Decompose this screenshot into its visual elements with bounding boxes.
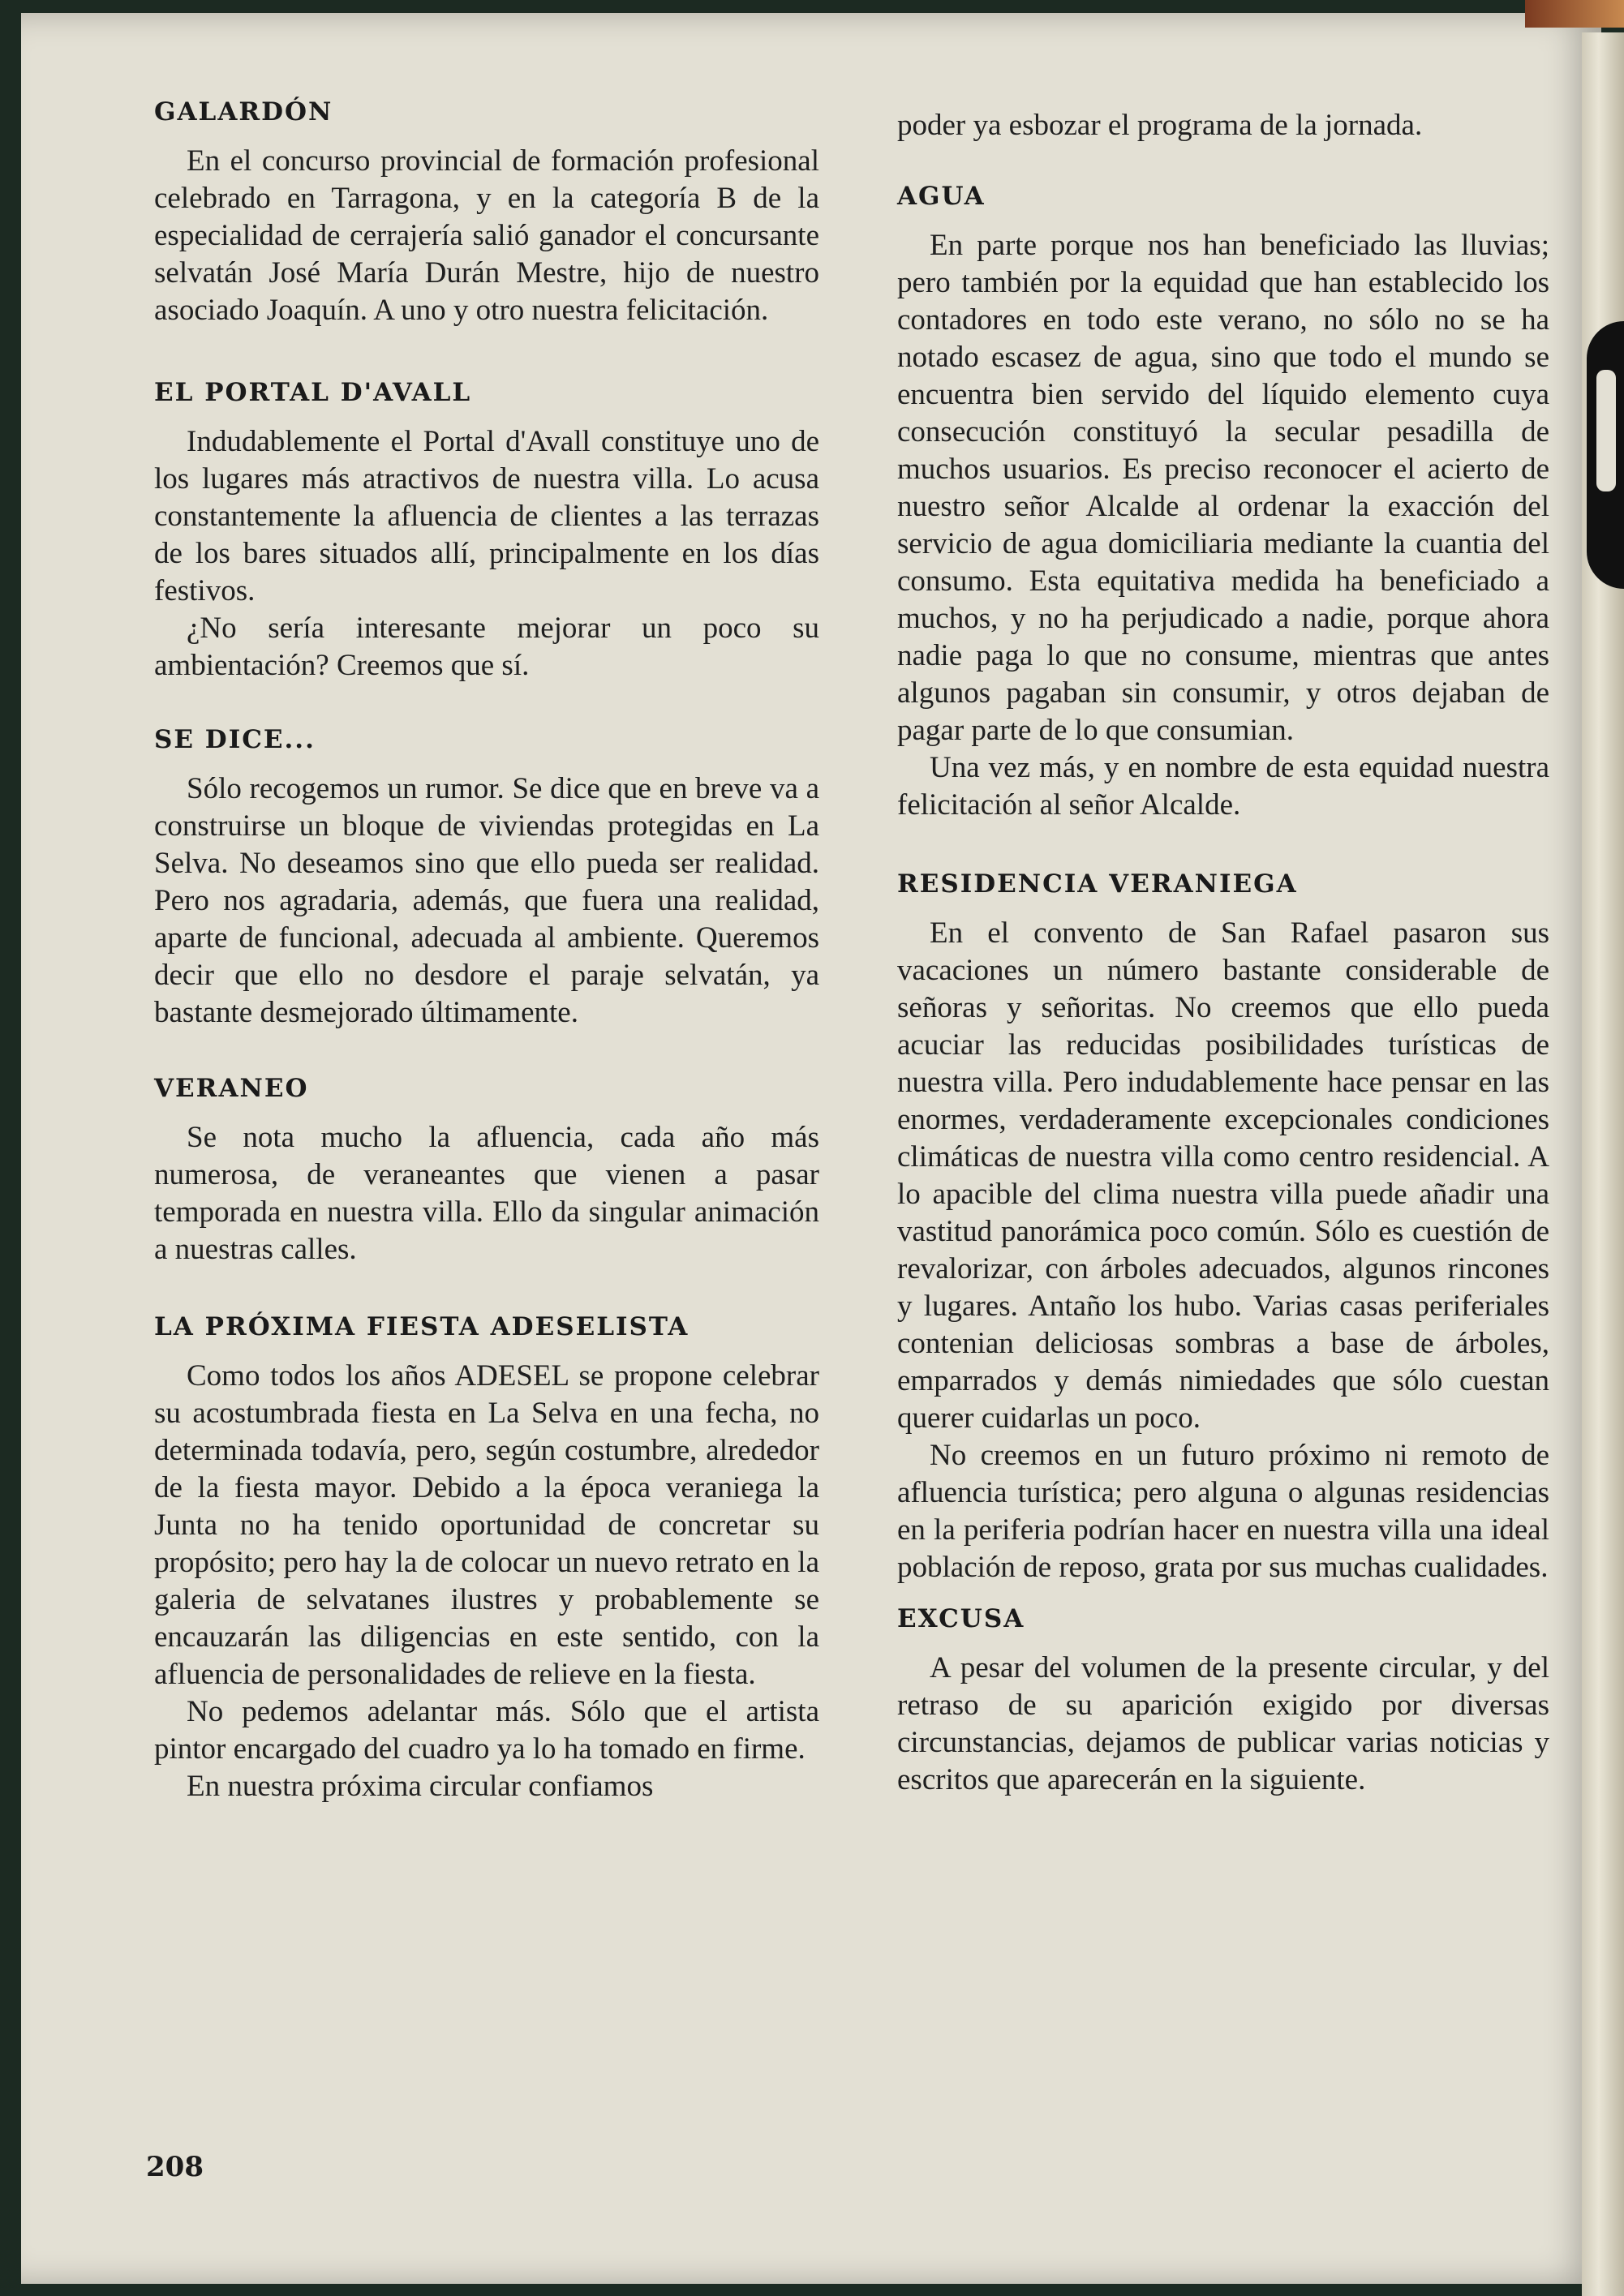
section-residencia-veraniega	[897, 869, 1549, 1586]
section-heading: VERANEO	[154, 1074, 309, 1103]
paragraph: En el concurso provincial de formación profesional celebrado en Tarragona, y en la categoría B de la especialidad de cerrajería salió ganador el concursante selvatán José María Durán Mestre, hijo de nuestro asociado Joaquín. A uno y otro nuestra felicitación.	[154, 144, 819, 327]
section-se-dice	[154, 725, 819, 1032]
section-continuation	[897, 107, 1549, 144]
page-number: 208	[146, 2151, 204, 2183]
section-heading: EL PORTAL D'AVALL	[154, 378, 472, 407]
paragraph: A pesar del volumen de la presente circular, y del retraso de su aparición exigido por diversas circunstancias, dejamos de publicar varias noticias y escritos que aparecerán en la siguiente.	[897, 1651, 1549, 1796]
section-heading: GALARDÓN	[154, 97, 333, 127]
paragraph: Una vez más, y en nombre de esta equidad nuestra felicitación al señor Alcalde.	[897, 751, 1549, 822]
section-heading: LA PRÓXIMA FIESTA ADESELISTA	[154, 1312, 690, 1341]
paragraph: En nuestra próxima circular confiamos	[187, 1770, 654, 1803]
section-proxima-fiesta	[154, 1312, 819, 1805]
paragraph: ¿No sería interesante mejorar un poco su ambientación? Creemos que sí.	[154, 612, 819, 682]
paragraph: En parte porque nos han beneficiado las lluvias; pero también por la equidad que han establecido los contadores en todo este verano, no sólo no se ha notado escasez de agua, sino que todo el mundo se encuentra bien servido del líquido elemento cuya consecución constituyó la secular pesadilla de muchos usuarios. Es preciso reconocer el acierto de nuestro señor Alcalde al ordenar la exacción del servicio de agua domiciliaria mediante la cuantia del consumo. Esta equitativa medida ha beneficiado a muchos, y no ha perjudicado a nadie, porque ahora nadie paga lo que no consume, mientras que antes algunos pagaban sin consumir, y otros dejaban de pagar parte de lo que consumian.	[897, 229, 1549, 747]
section-heading: SE DICE...	[154, 725, 316, 754]
paragraph: Como todos los años ADESEL se propone celebrar su acostumbrada fiesta en La Selva en una fecha, no determinada todavía, pero, según costumbre, alrededor de la fiesta mayor. Debido a la época veraniega la Junta no ha tenido oportunidad de concretar su propósito; pero hay la de colocar un nuevo retrato en la galeria de selvatanes ilustres y probablemente se encauzarán las diligencias en este sentido, con la afluencia de personalidades de relieve en la fiesta.	[154, 1359, 819, 1691]
section-veraneo	[154, 1074, 819, 1268]
adjacent-page-illustration	[1587, 321, 1624, 589]
section-agua	[897, 182, 1549, 824]
page-corner-tab	[1525, 0, 1624, 28]
paragraph: Sólo recogemos un rumor. Se dice que en breve va a construirse un bloque de viviendas protegidas en La Selva. No deseamos sino que ello pueda ser realidad. Pero nos agradaria, además, que fuera una realidad, aparte de funcional, adecuada al ambiente. Queremos decir que ello no desdore el paraje selvatán, ya bastante desmejorado últimamente.	[154, 772, 819, 1029]
paragraph: Indudablemente el Portal d'Avall constituye uno de los lugares más atractivos de nuestra villa. Lo acusa constantemente la afluencia de clientes a las terrazas de los bares situados allí, principalmente en los días festivos.	[154, 425, 819, 607]
right-column	[897, 107, 1549, 1844]
section-galardon	[154, 97, 819, 329]
section-heading: AGUA	[897, 182, 986, 211]
paragraph: En el convento de San Rafael pasaron sus vacaciones un número bastante considerable de señoras y señoritas. No creemos que ello pueda acuciar las reducidas posibilidades turísticas de nuestra villa. Pero indudablemente hace pensar en las enormes, verdaderamente excepcionales condiciones climáticas de nuestra villa como centro residencial. A lo apacible del clima nuestra villa puede añadir una vastitud panorámica poco común. Sólo es cuestión de revalorizar, con árboles adecuados, algunos rincones y lugares. Antaño los hubo. Varias casas periferiales contenian deliciosas sombras a base de árboles, emparrados y demás nimiedades que sólo cuestan querer cuidarlas un poco.	[897, 916, 1549, 1435]
paragraph: No pedemos adelantar más. Sólo que el artista pintor encargado del cuadro ya lo ha tomado en firme.	[154, 1695, 819, 1766]
section-excusa	[897, 1604, 1549, 1799]
section-heading: EXCUSA	[897, 1604, 1025, 1633]
paragraph: poder ya esbozar el programa de la jornada.	[897, 109, 1423, 142]
paragraph: Se nota mucho la afluencia, cada año más numerosa, de veraneantes que vienen a pasar temporada en nuestra villa. Ello da singular animación a nuestras calles.	[154, 1121, 819, 1266]
section-heading: RESIDENCIA VERANIEGA	[897, 869, 1298, 899]
paragraph: No creemos en un futuro próximo ni remoto de afluencia turística; pero alguna o algunas residencias en la periferia podrían hacer en nuestra villa una ideal población de reposo, grata por sus muchas cualidades.	[897, 1439, 1549, 1584]
section-portal-davall	[154, 378, 819, 685]
left-column	[154, 97, 819, 1851]
